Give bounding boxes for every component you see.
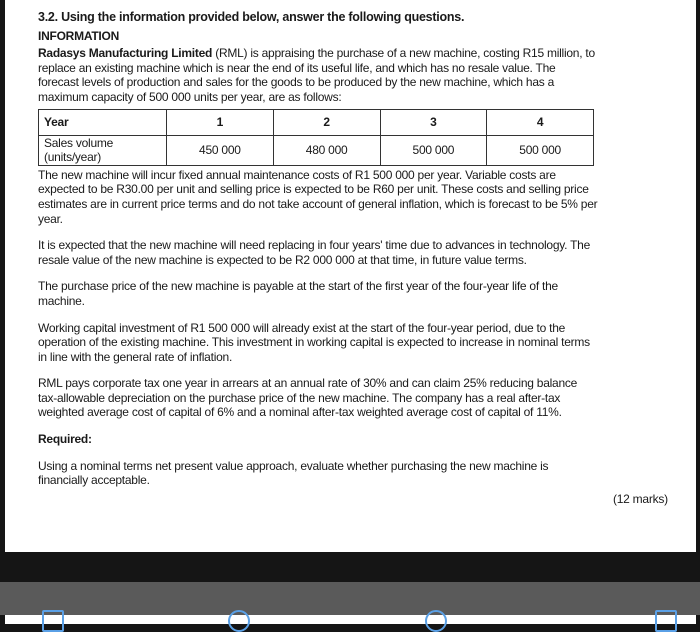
toolbar-icon[interactable] [425,610,447,632]
paragraph: Working capital investment of R1 500 000 will already exist at the start of the four-year period, due to the operation of the existing machine. This investment in working capital is expected to increase in nominal terms in line with the general rate of inflation. [38,320,590,364]
paragraph: RML pays corporate tax one year in arrears at an annual rate of 30% and can claim 25% reducing balance tax-allowable depreciation on the purchase price of the new machine. The company has a real after-tax weighted average cost of capital of 6% and a nominal after-tax weighted average cost of capital of 11%. [38,376,578,420]
question-content [38,10,598,500]
document-page [5,0,696,552]
intro-text: (RML) is appraising the purchase of a new machine, costing R15 million, to replace an existing machine which is near the end of its useful life, and which has no resale value. The forecast levels of production and sales for the goods to be produced by the new machine, which has a maximum capacity of 500 000 units per year, are as follows: [38,46,595,104]
marks-label: (12 marks) [613,492,668,506]
table-header-cell: 4 [487,109,594,135]
share-icon[interactable] [42,610,64,632]
question-title: 3.2. Using the information provided below, answer the following questions. [38,10,465,24]
table-header-cell: 3 [380,109,487,135]
toolbar-icon[interactable] [228,610,250,632]
table-cell: 500 000 [380,135,487,165]
table-header-row [39,109,594,135]
table-cell: 500 000 [487,135,594,165]
table-row [39,135,594,165]
bottom-toolbar [0,582,700,615]
table-header-cell: 1 [167,109,274,135]
required-heading: Required: [38,432,92,447]
toolbar-icon[interactable] [655,610,677,632]
required-text: Using a nominal terms net present value approach, evaluate whether purchasing the new machine is financially acceptable. [38,458,549,488]
table-header-cell: Year [39,109,167,135]
paragraph: The new machine will incur fixed annual maintenance costs of R1 500 000 per year. Variable costs are expected to be R30.00 per unit and selling price is expected to be R60 per unit. These costs and selling price estimates are in current price terms and do not take account of general inflation, which is forecast to be 5% per year. [38,167,598,226]
company-name: Radasys Manufacturing Limited [38,46,213,61]
info-heading: INFORMATION [38,28,120,43]
intro-paragraph [38,46,598,104]
table-header-cell: 2 [273,109,380,135]
paragraph: It is expected that the new machine will need replacing in four years' time due to advances in technology. The resale value of the new machine is expected to be R2 000 000 at that time, in future value terms. [38,238,591,267]
table-cell: 480 000 [273,135,380,165]
sales-volume-table [38,109,594,166]
table-cell: Sales volume (units/year) [39,135,167,165]
table-cell: 450 000 [167,135,274,165]
paragraph: The purchase price of the new machine is payable at the start of the first year of the four-year life of the machine. [38,279,558,308]
